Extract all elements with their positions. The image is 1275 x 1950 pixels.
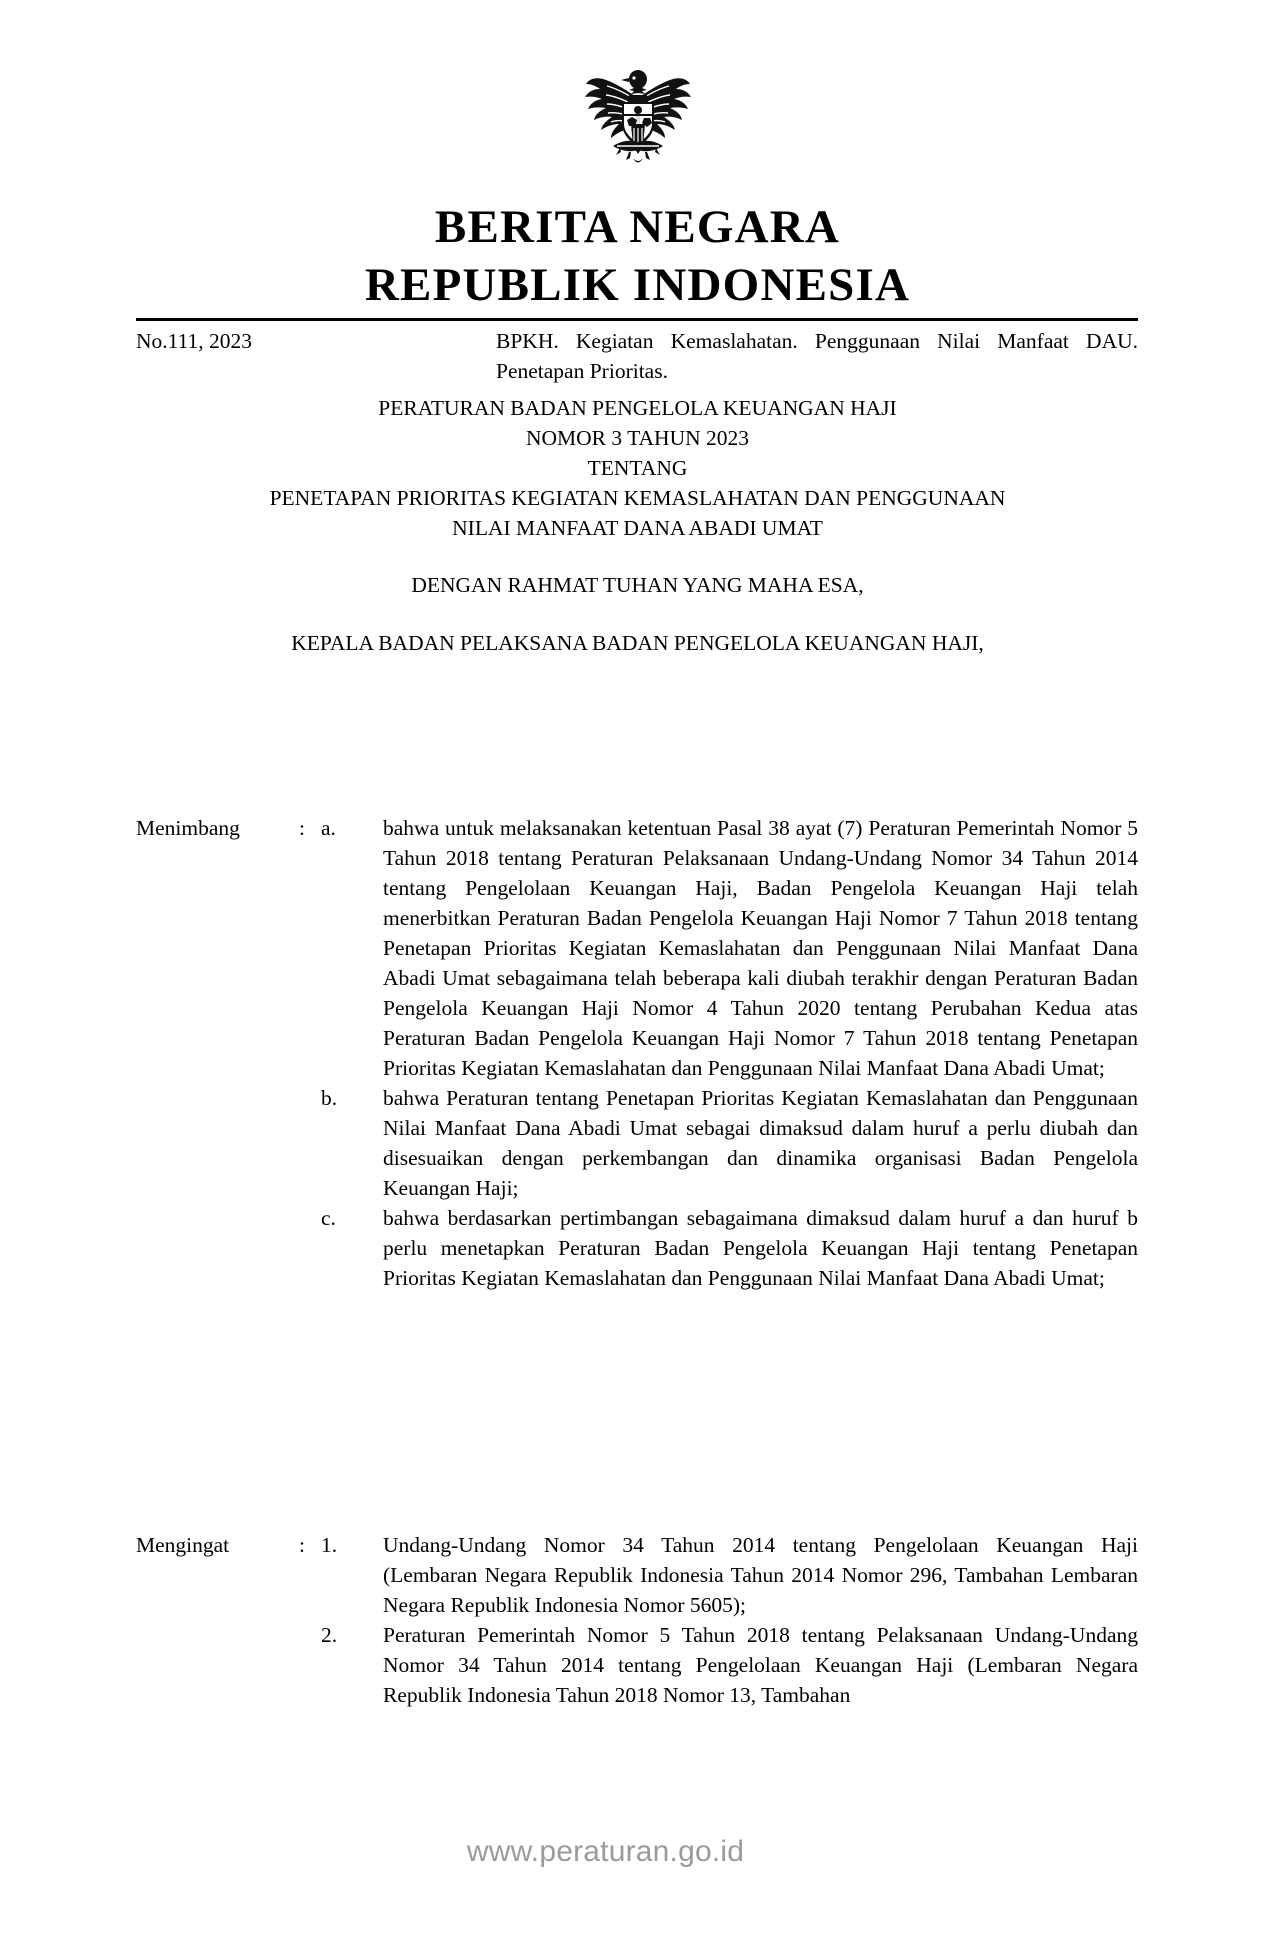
menimbang-colon: : [299,816,305,840]
title-line-subject-2: NILAI MANFAAT DANA ABADI UMAT [452,516,823,540]
clause-item-marker: a. [321,816,336,840]
clause-item-text: Peraturan Pemerintah Nomor 5 Tahun 2018 tentang Pelaksanaan Undang-Undang Nomor 34 Tahun 2014 tentang Pengelolaan Keuangan Haji (Lembaran Negara Republik Indonesia Tahun 2018 Nomor 13, Tambahan [383,1623,1138,1707]
title-line-about: TENTANG [587,456,688,480]
footer-watermark [0,1833,1275,1871]
mengingat-clause [136,1530,1138,1710]
menimbang-label: Menimbang [136,816,240,840]
clause-item-text: bahwa untuk melaksanakan ketentuan Pasal 38 ayat (7) Peraturan Pemerintah Nomor 5 Tahun 2018 tentang Peraturan Pelaksanaan Undang-Undang Nomor 34 Tahun 2014 tentang Pengelolaan Keuangan Haji, Badan Pengelola Keuangan Haji telah menerbitkan Peraturan Badan Pengelola Keuangan Haji Nomor 7 Tahun 2018 tentang Penetapan Prioritas Kegiatan Kemaslahatan dan Penggunaan Nilai Manfaat Dana Abadi Umat sebagaimana telah beberapa kali diubah terakhir dengan Peraturan Badan Pengelola Keuangan Haji Nomor 4 Tahun 2020 tentang Perubahan Kedua atas Peraturan Badan Pengelola Keuangan Haji Nomor 7 Tahun 2018 tentang Penetapan Prioritas Kegiatan Kemaslahatan dan Penggunaan Nilai Manfaat Dana Abadi Umat; [383,816,1138,1080]
title-line-number: NOMOR 3 TAHUN 2023 [525,426,750,450]
clause-item-marker: 2. [321,1623,338,1647]
masthead-line-2: REPUBLIK INDONESIA [364,259,911,311]
menimbang-clause [136,813,1138,1293]
clause-item [321,1203,1138,1293]
clause-item-text: Undang-Undang Nomor 34 Tahun 2014 tentang Pengelolaan Keuangan Haji (Lembaran Negara Republik Indonesia Tahun 2014 Nomor 296, Tambahan Lembaran Negara Republik Indonesia Nomor 5605); [383,1533,1138,1617]
title-line-blessing: DENGAN RAHMAT TUHAN YANG MAHA ESA, [411,573,864,597]
regulation-title-block [100,393,1175,658]
masthead-line-1: BERITA NEGARA [434,201,841,253]
clause-item [321,1620,1138,1710]
clause-item-marker: 1. [321,1533,338,1557]
gazette-subject-keywords: BPKH. Kegiatan Kemaslahatan. Penggunaan Nilai Manfaat DAU. Penetapan Prioritas. [496,329,1138,383]
emblem-container [0,62,1275,184]
mengingat-item-list [321,1530,1138,1710]
title-spacer-1 [100,543,1175,570]
title-line-subject-1: PENETAPAN PRIORITAS KEGIATAN KEMASLAHATAN DAN PENGGUNAAN [269,486,1006,510]
mengingat-colon: : [299,1533,305,1557]
menimbang-item-list [321,813,1138,1293]
clause-item-text: bahwa berdasarkan pertimbangan sebagaimana dimaksud dalam huruf a dan huruf b perlu menetapkan Peraturan Badan Pengelola Keuangan Haji tentang Penetapan Prioritas Kegiatan Kemaslahatan dan Penggunaan Nilai Manfaat Dana Abadi Umat; [383,1206,1138,1290]
clause-item [321,1083,1138,1203]
footer-url: www.peraturan.go.id [466,1835,745,1868]
clause-item [321,1530,1138,1620]
title-line-official: KEPALA BADAN PELAKSANA BADAN PENGELOLA KEUANGAN HAJI, [291,631,984,655]
title-spacer-2 [100,600,1175,628]
masthead-divider [136,318,1138,321]
clause-item-text: bahwa Peraturan tentang Penetapan Prioritas Kegiatan Kemaslahatan dan Penggunaan Nilai Manfaat Dana Abadi Umat sebagai dimaksud dalam huruf a perlu diubah dan disesuaikan dengan perkembangan dan dinamika organisasi Badan Pengelola Keuangan Haji; [383,1086,1138,1200]
masthead [0,198,1275,314]
garuda-pancasila-emblem [573,62,703,184]
title-line-institution: PERATURAN BADAN PENGELOLA KEUANGAN HAJI [378,396,897,420]
mengingat-label: Mengingat [136,1533,230,1557]
gazette-number: No.111, 2023 [136,329,253,353]
clause-item-marker: c. [321,1206,336,1230]
clause-item [321,813,1138,1083]
clause-item-marker: b. [321,1086,338,1110]
